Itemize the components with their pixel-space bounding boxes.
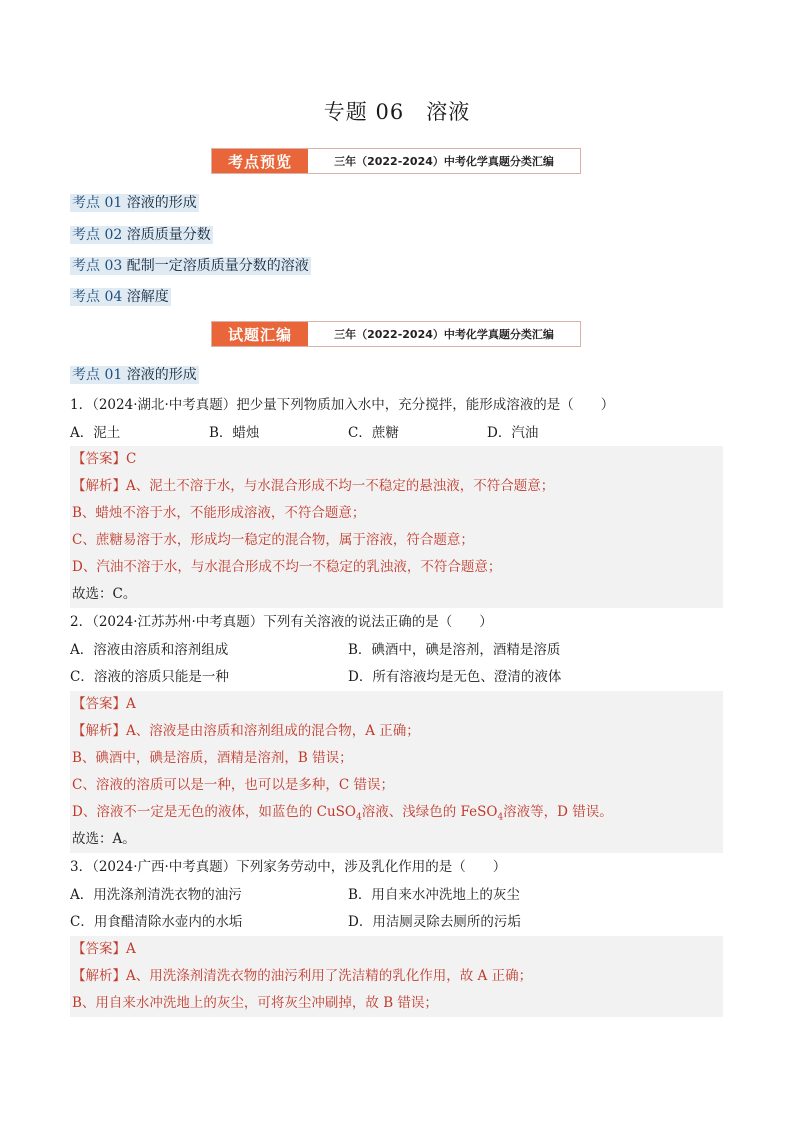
q1-analysis-4: D、汽油不溶于水，与水混合形成不均一不稳定的乳浊液，不符合题意；: [70, 554, 723, 581]
question-1-stem: 1．（2024·湖北·中考真题）把少量下列物质加入水中，充分搅拌，能形成溶液的是（ ）: [70, 397, 615, 413]
preview-banner: [211, 148, 581, 174]
q2-option-d: D．所有溶液均是无色、澄清的液体: [348, 669, 562, 685]
q1-option-a: A．泥土: [70, 425, 121, 441]
q2-answer: 【答案】A: [70, 691, 723, 718]
q1-conclusion: 故选：C。: [70, 581, 723, 608]
toc-item-4[interactable]: 考点 04 溶解度: [72, 289, 169, 305]
q3-option-c: C．用食醋清除水壶内的水垢: [70, 914, 243, 930]
q1-answer: 【答案】C: [70, 446, 723, 473]
q3-analysis-1: 【解析】A、用洗涤剂清洗衣物的油污利用了洗洁精的乳化作用，故 A 正确；: [70, 963, 723, 990]
toc-item-2[interactable]: 考点 02 溶质质量分数: [72, 227, 211, 243]
q2-option-c: C．溶液的溶质只能是一种: [70, 669, 229, 685]
q2-option-a: A．溶液由溶质和溶剂组成: [70, 642, 229, 658]
q1-option-d: D．汽油: [487, 425, 539, 441]
q2-conclusion: 故选：A。: [70, 826, 723, 853]
q3-option-a: A．用洗涤剂清洗衣物的油污: [70, 887, 242, 903]
q1-analysis-1: 【解析】A、泥土不溶于水，与水混合形成不均一不稳定的悬浊液，不符合题意；: [70, 473, 723, 500]
q2-option-b: B．碘酒中，碘是溶剂，酒精是溶质: [348, 642, 561, 658]
q2-analysis-2: B、碘酒中，碘是溶质，酒精是溶剂，B 错误；: [70, 745, 723, 772]
banner-subtitle: 三年（2022-2024）中考化学真题分类汇编: [334, 155, 554, 168]
q1-analysis-3: C、蔗糖易溶于水，形成均一稳定的混合物，属于溶液，符合题意；: [70, 527, 723, 554]
page-title: 专题 06 溶液: [323, 100, 471, 124]
banner-subtitle: 三年（2022-2024）中考化学真题分类汇编: [334, 328, 554, 341]
banner-tag: 考点预览: [212, 149, 308, 173]
banner-tag: 试题汇编: [212, 322, 308, 346]
q3-answer: 【答案】A: [70, 936, 723, 963]
exercise-banner: [211, 321, 581, 347]
q2-analysis-3: C、溶液的溶质可以是一种，也可以是多种，C 错误；: [70, 772, 723, 799]
q2-analysis-1: 【解析】A、溶液是由溶质和溶剂组成的混合物，A 正确；: [70, 718, 723, 745]
q1-option-b: B．蜡烛: [209, 425, 260, 441]
q3-analysis-2: B、用自来水冲洗地上的灰尘，可将灰尘冲刷掉，故 B 错误；: [70, 990, 723, 1017]
question-3-stem: 3．（2024·广西·中考真题）下列家务劳动中，涉及乳化作用的是（ ）: [70, 859, 507, 875]
q3-option-d: D．用洁厕灵除去厕所的污垢: [348, 914, 521, 930]
section-heading: 考点 01 溶液的形成: [72, 367, 197, 383]
toc-item-3[interactable]: 考点 03 配制一定溶质质量分数的溶液: [72, 258, 309, 274]
toc-item-1[interactable]: 考点 01 溶液的形成: [72, 195, 197, 211]
q1-analysis-2: B、蜡烛不溶于水，不能形成溶液，不符合题意；: [70, 500, 723, 527]
q2-analysis-4: D、溶液不一定是无色的液体，如蓝色的 CuSO$_4$溶液、浅绿色的 FeSO$_4$溶液等，D 错误。: [70, 799, 723, 826]
q1-option-c: C．蔗糖: [348, 425, 399, 441]
q3-option-b: B．用自来水冲洗地上的灰尘: [348, 887, 520, 903]
question-2-stem: 2．（2024·江苏苏州·中考真题）下列有关溶液的说法正确的是（ ）: [70, 614, 493, 630]
